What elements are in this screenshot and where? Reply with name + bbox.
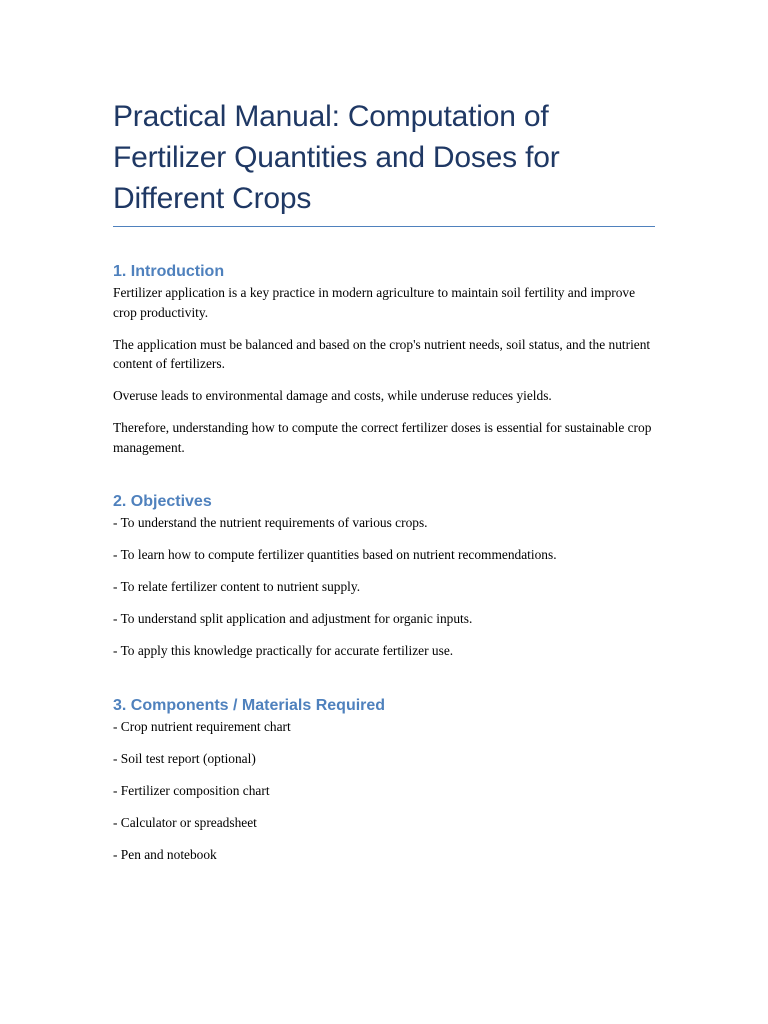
section-objectives [113, 491, 655, 661]
list-item: - To relate fertilizer content to nutrient supply. [113, 579, 361, 594]
section-materials [113, 695, 655, 865]
document-content [113, 96, 655, 864]
list-item: - Fertilizer composition chart [113, 782, 270, 798]
paragraph: Therefore, understanding how to compute the correct fertilizer doses is essential for sustainable crop management. [113, 420, 652, 455]
list-item: - Crop nutrient requirement chart [113, 718, 291, 734]
list-item: - To learn how to compute fertilizer quantities based on nutrient recommendations. [113, 547, 557, 562]
introduction-body [113, 283, 655, 457]
list-item: - Soil test report (optional) [113, 750, 256, 766]
document-title: Practical Manual: Computation of Fertilizer Quantities and Doses for Different Crops [113, 100, 560, 215]
list-item: - To understand split application and adjustment for organic inputs. [113, 611, 473, 626]
list-item: - Calculator or spreadsheet [113, 814, 257, 830]
paragraph: Overuse leads to environmental damage and costs, while underuse reduces yields. [113, 388, 552, 403]
title-divider [113, 226, 655, 227]
paragraph: The application must be balanced and based on the crop's nutrient needs, soil status, and the nutrient content of fertilizers. [113, 336, 651, 371]
section-heading-introduction: 1. Introduction [113, 263, 225, 280]
section-heading-materials: 3. Components / Materials Required [113, 696, 386, 714]
section-heading-objectives: 2. Objectives [113, 493, 212, 510]
objectives-list [113, 513, 655, 661]
list-item: - To understand the nutrient requirements of various crops. [113, 515, 428, 530]
paragraph: Fertilizer application is a key practice in modern agriculture to maintain soil fertility and improve crop productivity. [113, 285, 636, 320]
list-item: - To apply this knowledge practically for accurate fertilizer use. [113, 643, 454, 658]
section-introduction [113, 261, 655, 457]
materials-list [113, 717, 655, 865]
list-item: - Pen and notebook [113, 846, 217, 862]
